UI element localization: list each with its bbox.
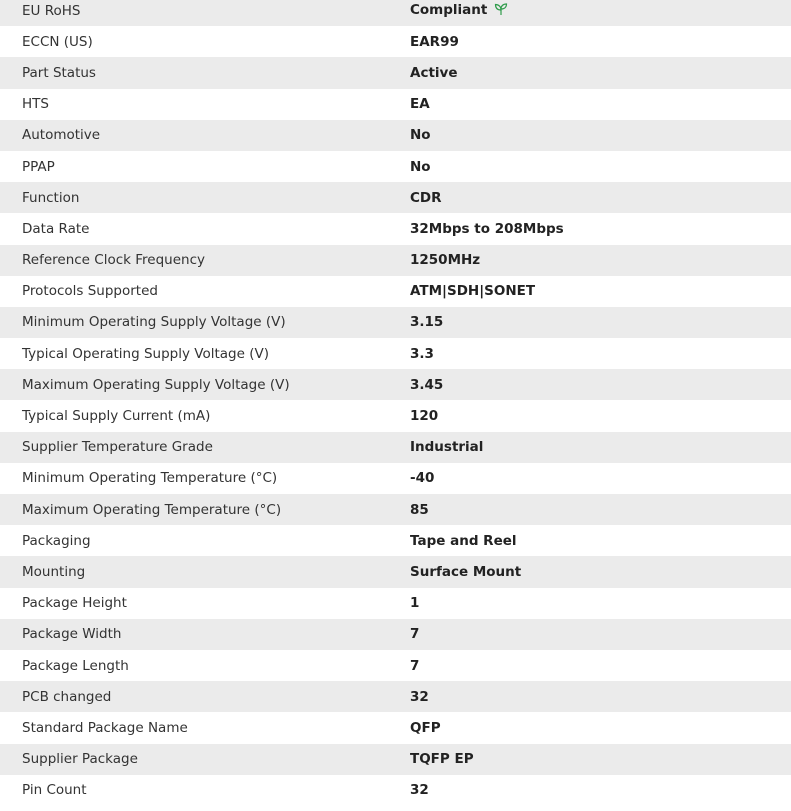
spec-value: EAR99	[410, 33, 459, 50]
spec-value-cell	[410, 276, 791, 307]
spec-value: Tape and Reel	[410, 532, 517, 549]
spec-value: Compliant	[410, 1, 488, 18]
spec-value: 1250MHz	[410, 252, 481, 269]
spec-label: Protocols Supported	[22, 283, 158, 300]
spec-value: 85	[410, 501, 429, 518]
spec-label: Supplier Temperature Grade	[22, 439, 213, 456]
spec-value: 7	[410, 657, 420, 674]
spec-label: Maximum Operating Supply Voltage (V)	[22, 376, 290, 393]
spec-row	[0, 525, 791, 556]
spec-value-cell	[410, 432, 791, 463]
spec-label: Minimum Operating Temperature (°C)	[22, 470, 278, 487]
spec-label: Minimum Operating Supply Voltage (V)	[22, 314, 286, 331]
spec-label: Data Rate	[22, 220, 90, 237]
spec-value-cell	[410, 619, 791, 650]
spec-row	[0, 276, 791, 307]
spec-value: ATM|SDH|SONET	[410, 283, 536, 300]
spec-value-cell	[410, 151, 791, 182]
spec-row	[0, 89, 791, 120]
spec-value-cell	[410, 182, 791, 213]
spec-row	[0, 775, 791, 806]
spec-value-cell	[410, 213, 791, 244]
spec-row	[0, 245, 791, 276]
spec-value-cell	[410, 494, 791, 525]
spec-label: Typical Operating Supply Voltage (V)	[22, 345, 269, 362]
spec-value: 7	[410, 626, 420, 643]
spec-value-cell	[410, 525, 791, 556]
spec-label: EU RoHS	[22, 2, 81, 19]
spec-label: PPAP	[22, 158, 55, 175]
spec-value-cell	[410, 307, 791, 338]
spec-value: 1	[410, 595, 420, 612]
spec-row	[0, 307, 791, 338]
spec-value: 3.3	[410, 345, 434, 362]
spec-label: Package Length	[22, 657, 129, 674]
spec-value-cell	[410, 712, 791, 743]
spec-value: 3.15	[410, 314, 444, 331]
spec-row	[0, 556, 791, 587]
spec-label: Part Status	[22, 64, 96, 81]
spec-row	[0, 400, 791, 431]
spec-value-cell	[410, 338, 791, 369]
spec-value: 32	[410, 688, 429, 705]
spec-row	[0, 619, 791, 650]
spec-value: QFP	[410, 719, 441, 736]
spec-row	[0, 57, 791, 88]
spec-row	[0, 463, 791, 494]
spec-row	[0, 650, 791, 681]
leaf-icon	[494, 3, 508, 20]
spec-row	[0, 494, 791, 525]
spec-row	[0, 182, 791, 213]
spec-label: Supplier Package	[22, 751, 138, 768]
spec-value: TQFP EP	[410, 751, 474, 768]
spec-value-cell	[410, 556, 791, 587]
spec-value: 32Mbps to 208Mbps	[410, 220, 564, 237]
spec-label: Automotive	[22, 127, 101, 144]
spec-label: Packaging	[22, 532, 91, 549]
spec-value: 120	[410, 408, 439, 425]
spec-value-cell	[410, 463, 791, 494]
spec-value-cell	[410, 400, 791, 431]
spec-row	[0, 588, 791, 619]
spec-value-cell	[410, 0, 791, 26]
spec-row	[0, 744, 791, 775]
spec-value-cell	[410, 588, 791, 619]
spec-value-cell	[410, 26, 791, 57]
spec-value-cell	[410, 681, 791, 712]
spec-label: Package Width	[22, 626, 122, 643]
spec-label: ECCN (US)	[22, 33, 93, 50]
spec-value: 32	[410, 782, 429, 799]
spec-label: Typical Supply Current (mA)	[22, 408, 211, 425]
spec-row	[0, 213, 791, 244]
spec-value: No	[410, 127, 431, 144]
spec-row	[0, 681, 791, 712]
spec-label: Pin Count	[22, 782, 87, 799]
spec-row	[0, 0, 791, 26]
spec-label: Function	[22, 189, 80, 206]
spec-value-cell	[410, 775, 791, 806]
spec-value-cell	[410, 245, 791, 276]
spec-value: No	[410, 158, 431, 175]
spec-value: CDR	[410, 189, 442, 206]
spec-row	[0, 120, 791, 151]
spec-row	[0, 26, 791, 57]
spec-value: 3.45	[410, 376, 444, 393]
spec-value: Industrial	[410, 439, 484, 456]
spec-value-cell	[410, 744, 791, 775]
spec-label: Mounting	[22, 563, 86, 580]
spec-value: Surface Mount	[410, 563, 522, 580]
spec-label: HTS	[22, 96, 49, 113]
spec-row	[0, 712, 791, 743]
spec-row	[0, 369, 791, 400]
spec-label: Reference Clock Frequency	[22, 252, 205, 269]
spec-value-cell	[410, 120, 791, 151]
spec-value-cell	[410, 369, 791, 400]
spec-value-cell	[410, 650, 791, 681]
spec-label: Standard Package Name	[22, 719, 188, 736]
spec-value-cell	[410, 89, 791, 120]
spec-label: Package Height	[22, 595, 127, 612]
spec-value: EA	[410, 96, 430, 113]
spec-label: PCB changed	[22, 688, 112, 705]
spec-value: -40	[410, 470, 435, 487]
spec-row	[0, 432, 791, 463]
spec-label: Maximum Operating Temperature (°C)	[22, 501, 282, 518]
spec-value-cell	[410, 57, 791, 88]
spec-value: Active	[410, 64, 458, 81]
spec-row	[0, 338, 791, 369]
spec-row	[0, 151, 791, 182]
